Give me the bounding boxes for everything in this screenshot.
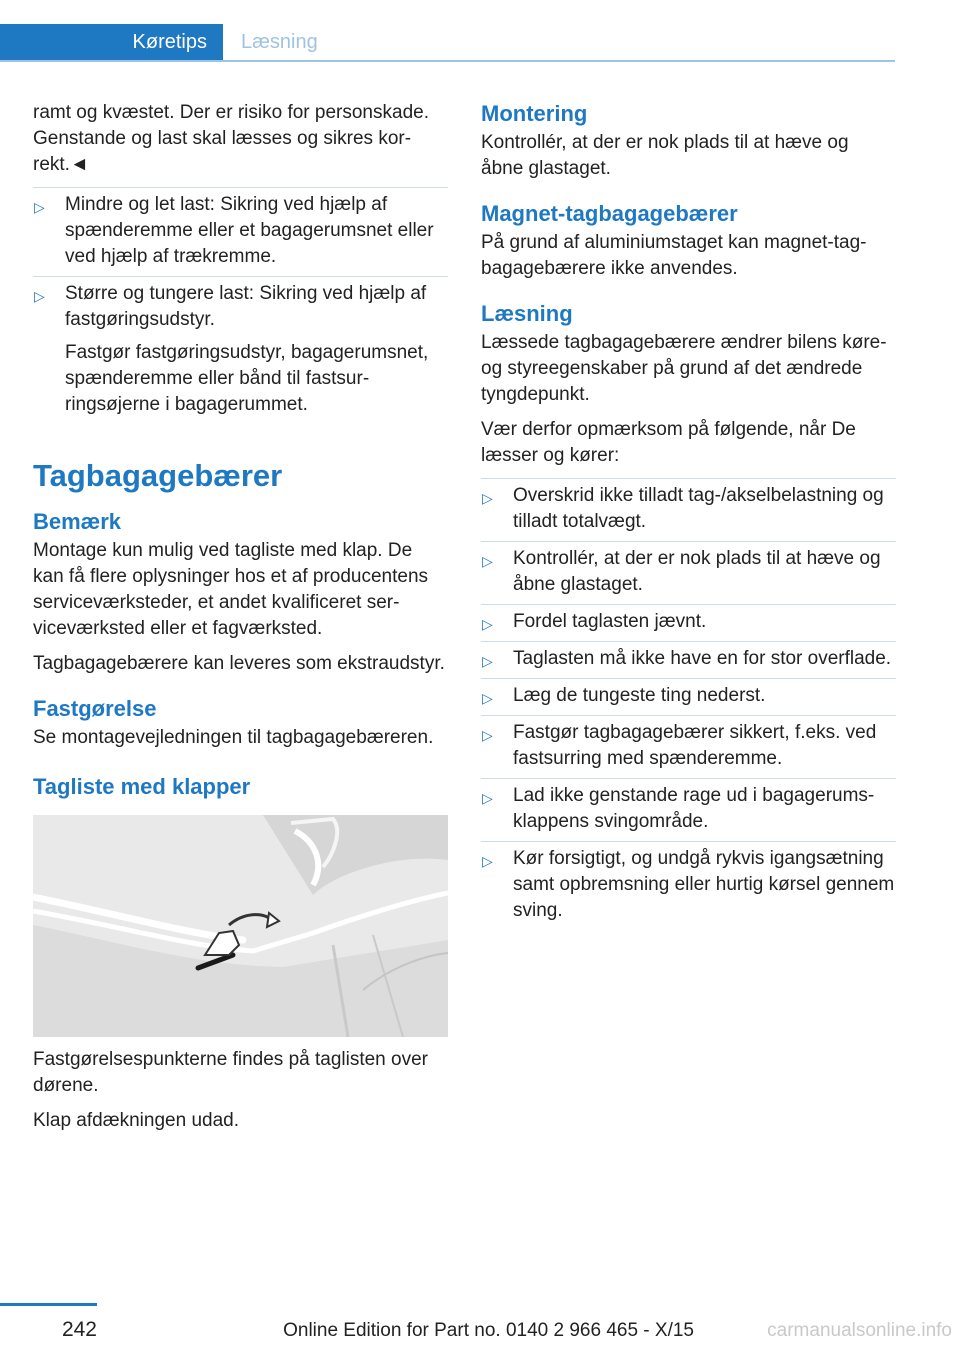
roof-rail-illustration bbox=[33, 815, 448, 1037]
tab-koeretips: Køretips bbox=[0, 24, 223, 60]
triangle-bullet-icon: ▷ bbox=[482, 728, 493, 744]
laesning-paragraph-1: Læssede tagbagagebærere ændrer bilens køre- og styreegenskaber på grund af det ændrede tyngdepunkt. bbox=[481, 332, 887, 405]
list-item bbox=[33, 187, 448, 276]
list-item-subtext: Fastgør fastgøringsudstyr, bagagerumsnet, spænderemme eller bånd til fastsurringsøjerne i bagagerummet. bbox=[65, 342, 429, 415]
bemaerk-paragraph-1: Montage kun mulig ved tagliste med klap. De kan få flere oplysninger hos et af producentens serviceværksteder, et andet kvalificeret serviceværksted eller et fagværksted. bbox=[33, 540, 429, 639]
watermark: carmanualsonline.info bbox=[767, 1320, 952, 1341]
list-item-text: Taglasten må ikke have en for stor overflade. bbox=[513, 648, 892, 669]
list-item bbox=[481, 715, 896, 778]
list-item bbox=[481, 778, 896, 841]
figure-caption-1: Fastgørelsespunkterne findes på taglisten over dørene. bbox=[33, 1049, 428, 1096]
bemaerk-heading: Bemærk bbox=[33, 509, 122, 534]
list-item bbox=[481, 641, 896, 678]
list-item bbox=[33, 276, 448, 424]
triangle-bullet-icon: ▷ bbox=[482, 554, 493, 570]
triangle-bullet-icon: ▷ bbox=[482, 654, 493, 670]
magnet-paragraph: På grund af aluminiumstaget kan magnet-tagbagagebærere ikke anvendes. bbox=[481, 232, 867, 279]
left-bullet-list bbox=[33, 187, 448, 424]
list-item-text: Læg de tungeste ting nederst. bbox=[513, 685, 766, 706]
bemaerk-paragraph-2: Tagbagagebærere kan leveres som ekstraudstyr. bbox=[33, 653, 445, 674]
fastgoerelse-heading: Fastgørelse bbox=[33, 696, 157, 721]
list-item-text: Kør forsigtigt, og undgå rykvis igangsætning samt opbremsning eller hurtig kørsel gennem sving. bbox=[513, 848, 895, 921]
right-bullet-list bbox=[481, 478, 896, 930]
edition-note: Online Edition for Part no. 0140 2 966 465 - X/15 bbox=[283, 1320, 694, 1341]
laesning-heading: Læsning bbox=[481, 301, 573, 326]
list-item bbox=[481, 678, 896, 715]
page-number: 242 bbox=[61, 1318, 97, 1341]
triangle-bullet-icon: ▷ bbox=[34, 289, 45, 305]
list-item bbox=[481, 541, 896, 604]
list-item-text: Større og tungere last: Sikring ved hjælp af fastgøringsudstyr. bbox=[65, 283, 427, 330]
triangle-bullet-icon: ▷ bbox=[34, 200, 45, 216]
intro-paragraph: ramt og kvæstet. Der er risiko for personskade. Genstande og last skal læsses og sikres korrekt.◄ bbox=[33, 102, 429, 175]
list-item-text: Fastgør tagbagagebærer sikkert, f.eks. ved fastsurring med spænderemme. bbox=[513, 722, 877, 769]
tagliste-heading: Tagliste med klapper bbox=[33, 774, 251, 799]
montering-paragraph: Kontrollér, at der er nok plads til at hæve og åbne glastaget. bbox=[481, 132, 849, 179]
right-column bbox=[481, 100, 896, 930]
section-title: Tagbagagebærer bbox=[33, 458, 283, 493]
fastgoerelse-paragraph: Se montagevejledningen til tagbagagebæreren. bbox=[33, 727, 434, 748]
list-item-text: Mindre og let last: Sikring ved hjælp af spænderemme eller et bagagerumsnet eller ved hjælp af trækremme. bbox=[65, 194, 434, 267]
footer-divider bbox=[0, 1303, 97, 1306]
laesning-paragraph-2: Vær derfor opmærksom på følgende, når De læsser og kører: bbox=[481, 419, 856, 466]
triangle-bullet-icon: ▷ bbox=[482, 617, 493, 633]
triangle-bullet-icon: ▷ bbox=[482, 691, 493, 707]
triangle-bullet-icon: ▷ bbox=[482, 791, 493, 807]
figure-caption-2: Klap afdækningen udad. bbox=[33, 1110, 239, 1131]
triangle-bullet-icon: ▷ bbox=[482, 491, 493, 507]
page-header bbox=[0, 0, 895, 62]
list-item-text: Fordel taglasten jævnt. bbox=[513, 611, 707, 632]
list-item bbox=[481, 841, 896, 930]
list-item-text: Lad ikke genstande rage ud i bagagerumsklappens svingområde. bbox=[513, 785, 875, 832]
list-item bbox=[481, 478, 896, 541]
tab-laesning: Læsning bbox=[241, 30, 318, 53]
header-divider bbox=[0, 60, 895, 62]
triangle-bullet-icon: ▷ bbox=[482, 854, 493, 870]
list-item bbox=[481, 604, 896, 641]
list-item-text: Kontrollér, at der er nok plads til at hæve og åbne glastaget. bbox=[513, 548, 881, 595]
magnet-heading: Magnet-tagbagagebærer bbox=[481, 201, 738, 226]
list-item-text: Overskrid ikke tilladt tag-/akselbelastning og tilladt totalvægt. bbox=[513, 485, 884, 532]
left-column bbox=[33, 100, 448, 1143]
montering-heading: Montering bbox=[481, 101, 588, 126]
